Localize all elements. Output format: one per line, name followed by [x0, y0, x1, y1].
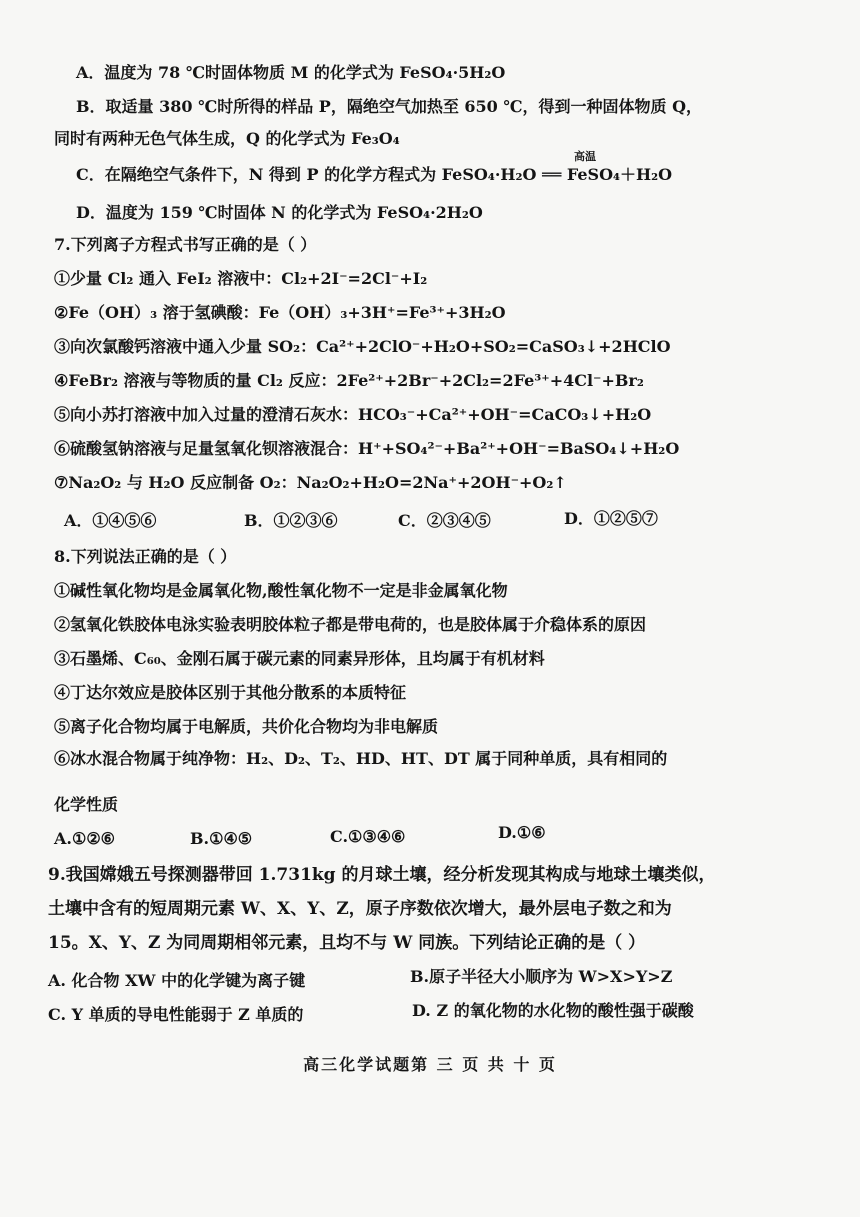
q6-option-c: C．在隔绝空气条件下，N 得到 P 的化学方程式为 FeSO₄·H₂O ══ FeSO₄＋H₂O: [76, 165, 673, 184]
q9-option-a[interactable]: A. 化合物 XW 中的化学键为离子键: [48, 971, 306, 990]
q9-option-b[interactable]: B.原子半径大小顺序为 W>X>Y>Z: [410, 967, 673, 986]
q8-choice-a[interactable]: A.①②⑥: [54, 829, 116, 848]
q7-item-4: ④FeBr₂ 溶液与等物质的量 Cl₂ 反应：2Fe²⁺+2Br⁻+2Cl₂=2Fe³⁺+4Cl⁻+Br₂: [54, 371, 644, 390]
q7-choice-b[interactable]: B．①②③⑥: [244, 511, 338, 530]
q9-stem-line1: 9.我国嫦娥五号探测器带回 1.731kg 的月球土壤，经分析发现其构成与地球土壤类似，: [48, 865, 716, 885]
q9-option-c[interactable]: C. Y 单质的导电性能弱于 Z 单质的: [48, 1005, 304, 1024]
q7-choice-c[interactable]: C．②③④⑤: [398, 511, 491, 530]
q6-option-c-condition: 高温: [574, 150, 596, 163]
q8-item-6-cont: 化学性质: [54, 795, 119, 814]
q9-stem-line2: 土壤中含有的短周期元素 W、X、Y、Z，原子序数依次增大，最外层电子数之和为: [48, 899, 672, 919]
q8-choice-b[interactable]: B.①④⑤: [190, 829, 253, 848]
q7-item-1: ①少量 Cl₂ 通入 FeI₂ 溶液中：Cl₂+2I⁻=2Cl⁻+I₂: [54, 269, 428, 288]
q8-stem: 8.下列说法正确的是（ ）: [54, 547, 237, 566]
q8-item-4: ④丁达尔效应是胶体区别于其他分散系的本质特征: [54, 683, 407, 702]
q8-item-2: ②氢氧化铁胶体电泳实验表明胶体粒子都是带电荷的，也是胶体属于介稳体系的原因: [54, 615, 647, 634]
q6-option-a: A．温度为 78 ℃时固体物质 M 的化学式为 FeSO₄·5H₂O: [76, 63, 506, 82]
q7-item-5: ⑤向小苏打溶液中加入过量的澄清石灰水：HCO₃⁻+Ca²⁺+OH⁻=CaCO₃↓+H₂O: [54, 405, 652, 424]
q9-stem-line3: 15。X、Y、Z 为同周期相邻元素，且均不与 W 同族。下列结论正确的是（ ）: [48, 933, 646, 953]
q7-choice-a[interactable]: A．①④⑤⑥: [64, 511, 157, 530]
q9-option-d[interactable]: D. Z 的氧化物的水化物的酸性强于碳酸: [412, 1001, 694, 1020]
q8-item-6: ⑥冰水混合物属于纯净物：H₂、D₂、T₂、HD、HT、DT 属于同种单质，具有相同的: [54, 749, 668, 768]
q8-item-3: ③石墨烯、C₆₀、金刚石属于碳元素的同素异形体，且均属于有机材料: [54, 649, 545, 668]
page-footer: 高三化学试题第 三 页 共 十 页: [303, 1055, 557, 1074]
q8-item-5: ⑤离子化合物均属于电解质，共价化合物均为非电解质: [54, 717, 439, 736]
q7-item-2: ②Fe（OH）₃ 溶于氢碘酸：Fe（OH）₃+3H⁺=Fe³⁺+3H₂O: [54, 303, 506, 322]
q8-item-1: ①碱性氧化物均是金属氧化物,酸性氧化物不一定是非金属氧化物: [54, 581, 508, 600]
q7-item-7: ⑦Na₂O₂ 与 H₂O 反应制备 O₂：Na₂O₂+H₂O=2Na⁺+2OH⁻+O₂↑: [54, 473, 567, 492]
q6-option-b-line2: 同时有两种无色气体生成，Q 的化学式为 Fe₃O₄: [54, 129, 400, 148]
q6-option-b-line1: B．取适量 380 ℃时所得的样品 P，隔绝空气加热至 650 ℃，得到一种固体物质 Q，: [76, 97, 703, 116]
q7-item-3: ③向次氯酸钙溶液中通入少量 SO₂：Ca²⁺+2ClO⁻+H₂O+SO₂=CaSO₃↓+2HClO: [54, 337, 671, 356]
q7-choice-d[interactable]: D．①②⑤⑦: [564, 509, 658, 528]
q7-stem: 7.下列离子方程式书写正确的是（ ）: [54, 235, 317, 254]
q7-item-6: ⑥硫酸氢钠溶液与足量氢氧化钡溶液混合：H⁺+SO₄²⁻+Ba²⁺+OH⁻=BaSO₄↓+H₂O: [54, 439, 680, 458]
q8-choice-c[interactable]: C.①③④⑥: [330, 827, 406, 846]
q8-choice-d[interactable]: D.①⑥: [498, 823, 546, 842]
q6-option-d: D．温度为 159 ℃时固体 N 的化学式为 FeSO₄·2H₂O: [76, 203, 483, 222]
